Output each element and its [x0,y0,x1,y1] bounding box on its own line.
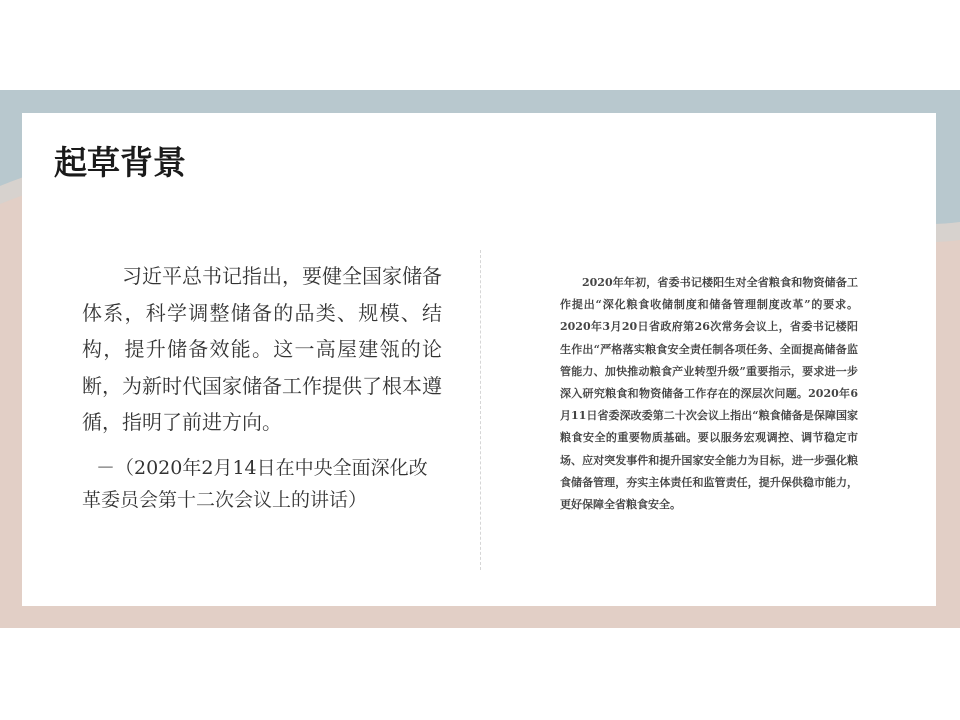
slide-title: 起草背景 [54,143,186,182]
column-divider [480,250,481,570]
leader-quote: 习近平总书记指出，要健全国家储备体系，科学调整储备的品类、规模、结构，提升储备效能。这一高屋建瓴的论断，为新时代国家储备工作提供了根本遵循，指明了前进方向。 [82,264,442,434]
background-paragraph: 2020年年初，省委书记楼阳生对全省粮食和物资储备工作提出“深化粮食收储制度和储备管理制度改革”的要求。2020年3月20日省政府第26次常务会议上，省委书记楼阳生作出“严格落实粮食安全责任制各项任务、全面提高储备监管能力、加快推动粮食产业转型升级”重要指示，要求进一步深入研究粮食和物资储备工作存在的深层次问题。2020年6月11日省委深改委第二十次会议上指出“粮食储备是保障国家粮食安全的重要物质基础。要以服务宏观调控、调节稳定市场、应对突发事件和提升国家安全能力为目标，进一步强化粮食储备管理，夯实主体责任和监管责任，提升保供稳市能力，更好保障全省粮食安全。 [560,276,858,512]
quote-source: －（2020年2月14日在中央全面深化改革委员会第十二次会议上的讲话） [82,457,428,511]
content-card [22,113,936,606]
